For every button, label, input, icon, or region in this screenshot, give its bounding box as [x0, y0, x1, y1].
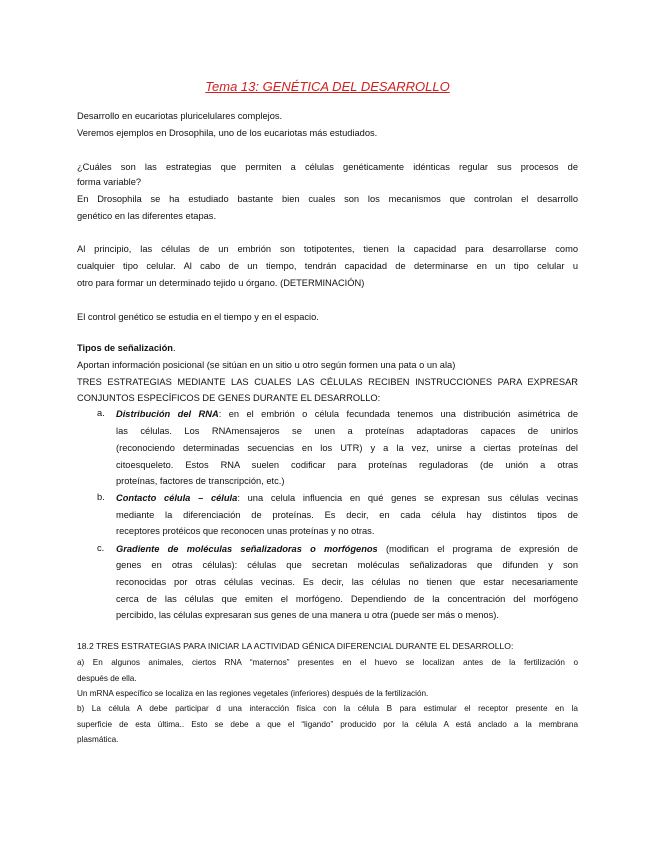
list-item-term: Contacto célula – célula [116, 493, 238, 503]
list-item-line: genes en otras células): células que secretan moléculas señalizadoras que difunden y son [116, 560, 578, 570]
paragraph-line: después de ella. [77, 674, 137, 683]
section-heading [77, 342, 176, 354]
paragraph-line: superficie de esta última.. Esto se debe a que el “ligando” producido por la célula A está anclado a la membrana [77, 720, 578, 729]
list-marker: a. [97, 408, 105, 418]
paragraph-line: b) La célula A debe participar d una interacción física con la célula B para estimular el receptor presente en la [77, 704, 578, 713]
paragraph-line: plasmática. [77, 735, 119, 744]
list-item-first-line [116, 408, 578, 420]
section-heading-dot: . [172, 343, 176, 353]
paragraph-line: ¿Cuáles son las estrategias que permiten a células genéticamente idénticas regular sus procesos de [77, 162, 578, 172]
paragraph-line: Aportan información posicional (se sitúan en un sitio u otro según formen una pata o un ala) [77, 360, 456, 370]
list-marker: c. [97, 543, 105, 553]
list-item-first-line [116, 492, 578, 504]
list-marker: b. [97, 492, 105, 502]
paragraph-line: El control genético se estudia en el tiempo y en el espacio. [77, 312, 319, 322]
document-title: Tema 13: GENÉTICA DEL DESARROLLO [205, 79, 450, 94]
list-item-line: mediante la diferenciación de proteínas. Es decir, en cada célula hay distintos tipos de [116, 510, 578, 520]
paragraph-line: cualquier tipo celular. Al cabo de un tiempo, tendrán capacidad de determinarse en un tipo celular u [77, 261, 578, 271]
paragraph-line: forma variable? [77, 177, 142, 187]
list-item-line: reconocidas por otras células vecinas. Es decir, las células no tienen que estar necesariamente [116, 577, 578, 587]
list-item-term: Gradiente de moléculas señalizadoras o morfógenos [116, 544, 378, 554]
paragraph-line: otro para formar un determinado tejido u órgano. (DETERMINACIÓN) [77, 278, 365, 288]
list-item-line: proteínas, factores de transcripción, etc.) [116, 476, 285, 486]
list-item-text: : en el embrión o célula fecundada tenemos una distribución asimétrica de [218, 409, 578, 419]
list-item-line: receptores protéicos que reconocen unas proteínas y no otras. [116, 526, 375, 536]
paragraph-line: Al principio, las células de un embrión son totipotentes, tienen la capacidad para desarrollarse como [77, 244, 578, 254]
list-item-line: citoesqueleto. Estos RNA suelen codificar para proteínas reguladoras (de unión a otras [116, 460, 578, 470]
paragraph-line: genético en las diferentes etapas. [77, 211, 217, 221]
list-item-text: (modifican el programa de expresión de [377, 544, 578, 554]
section-heading-text: Tipos de señalización [77, 343, 173, 353]
list-item-line: las células. Los RNAmensajeros se unen a proteínas adaptadoras capaces de unirlos [116, 426, 578, 436]
list-item-line: percibido, las células expresaran sus genes de una manera u otra (puede ser más o menos). [116, 610, 499, 620]
list-item-term: Distribución del RNA [116, 409, 219, 419]
caps-line: TRES ESTRATEGIAS MEDIANTE LAS CUALES LAS CÉLULAS RECIBEN INSTRUCCIONES PARA EXPRESAR [77, 377, 578, 387]
paragraph-line: Desarrollo en eucariotas pluricelulares complejos. [77, 111, 283, 121]
list-item-first-line [116, 543, 578, 555]
list-item-line: cerca de las células que emiten el morfógeno. Dependiendo de la concentración del morfógeno [116, 594, 578, 604]
paragraph-line: Veremos ejemplos en Drosophila, uno de los eucariotas más estudiados. [77, 128, 378, 138]
paragraph-line: a) En algunos animales, ciertos RNA “maternos” presentes en el huevo se localizan antes de la fertilización o [77, 658, 578, 667]
list-item-text: : una celula influencia en qué genes se expresan sus células vecinas [237, 493, 578, 503]
caps-line: CONJUNTOS ESPECÍFICOS DE GENES DURANTE EL DESARROLLO: [77, 393, 381, 403]
section-heading: 18.2 TRES ESTRATEGIAS PARA INICIAR LA ACTIVIDAD GÉNICA DIFERENCIAL DURANTE EL DESARROLLO: [77, 641, 514, 651]
list-item-line: (reconociendo determinadas secuencias en los UTR) y a la vez, unirse a ciertas proteínas del [116, 443, 578, 453]
paragraph-line: En Drosophila se ha estudiado bastante bien cuales son los mecanismos que controlan el desarrollo [77, 194, 578, 204]
paragraph-line: Un mRNA específico se localiza en las regiones vegetales (inferiores) después de la fertilización. [77, 689, 429, 698]
